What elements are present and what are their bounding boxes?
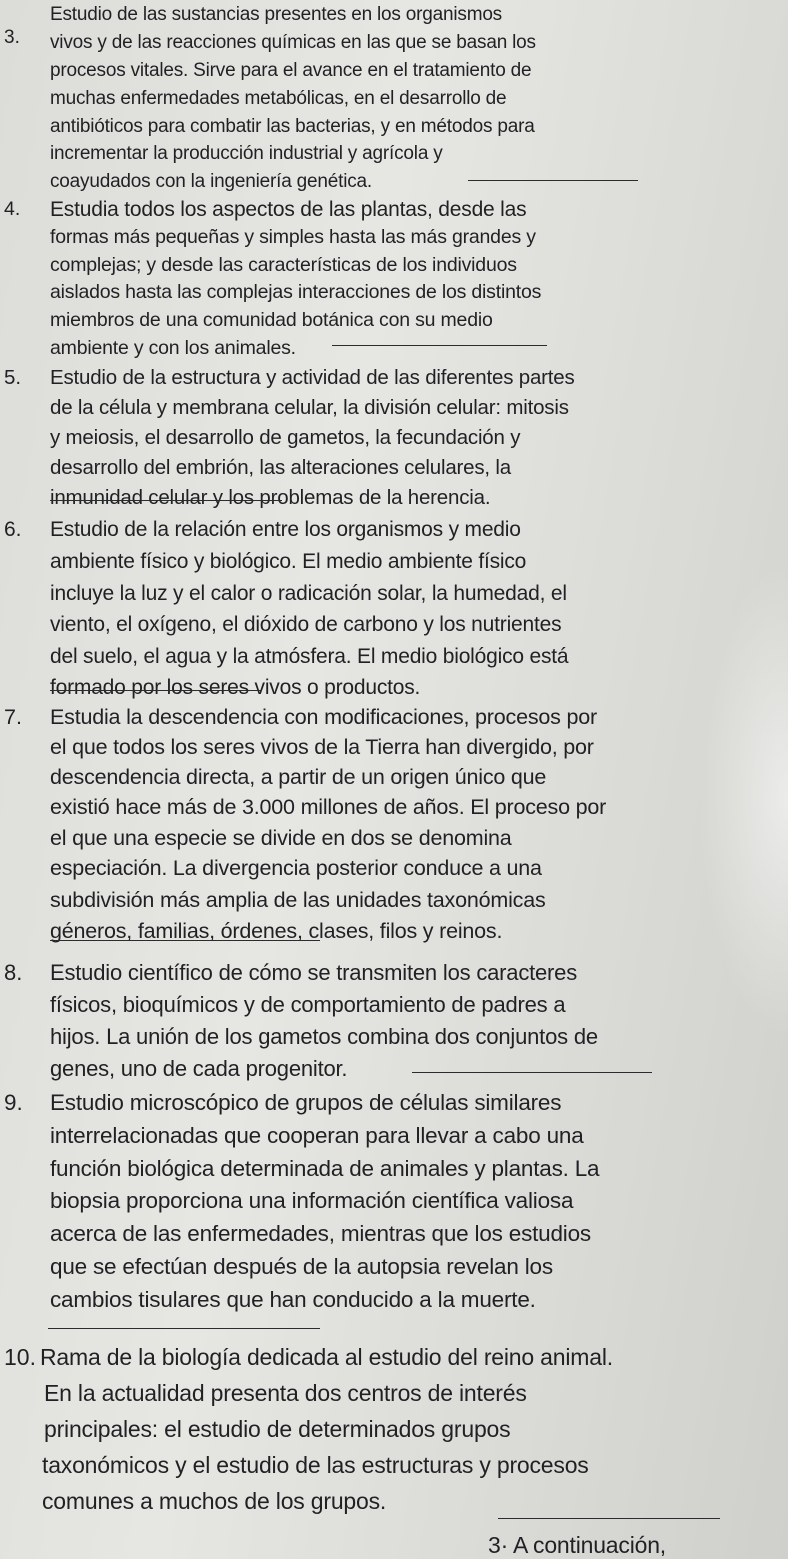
paper-highlight <box>698 560 788 1040</box>
question-text-line: físicos, bioquímicos y de comportamiento de padres a <box>50 992 566 1017</box>
question-text-line: y meiosis, el desarrollo de gametos, la fecundación y <box>50 426 521 449</box>
question-text-line: antibióticos para combatir las bacterias, y en métodos para <box>50 116 535 137</box>
question-text-line: complejas; y desde las características de los individuos <box>50 254 517 276</box>
question-text-line: Estudia la descendencia con modificaciones, procesos por <box>50 705 597 729</box>
question-text-line: el que todos los seres vivos de la Tierra han divergido, por <box>50 735 594 759</box>
question-text-line: función biológica determinada de animales y plantas. La <box>50 1156 600 1181</box>
question-text-line: que se efectúan después de la autopsia revelan los <box>50 1254 553 1279</box>
question-text-line: Estudio microscópico de grupos de células similares <box>50 1090 562 1115</box>
question-number: 10. <box>4 1344 36 1370</box>
question-text-line: desarrollo del embrión, las alteraciones celulares, la <box>50 456 511 479</box>
question-text-line: viento, el oxígeno, el dióxido de carbono y los nutrientes <box>50 613 562 636</box>
question-text-line: taxonómicos y el estudio de las estructuras y procesos <box>42 1452 589 1478</box>
question-number: 6. <box>4 518 22 541</box>
question-text-line: descendencia directa, a partir de un origen único que <box>50 765 547 789</box>
answer-blank[interactable] <box>48 1328 320 1329</box>
answer-blank[interactable] <box>50 940 320 941</box>
question-number: 4. <box>4 198 21 220</box>
question-text-line: ambiente y con los animales. <box>50 337 296 359</box>
answer-blank[interactable] <box>468 180 638 181</box>
question-text-line: procesos vitales. Sirve para el avance en el tratamiento de <box>50 60 532 81</box>
question-text-line: géneros, familias, órdenes, clases, filos y reinos. <box>50 919 503 943</box>
question-number: 3. <box>4 27 20 48</box>
question-text-line: de la célula y membrana celular, la división celular: mitosis <box>50 396 569 419</box>
question-text-line: Estudio de las sustancias presentes en los organismos <box>50 4 502 25</box>
answer-blank[interactable] <box>50 500 282 501</box>
answer-blank[interactable] <box>412 1072 652 1073</box>
question-text-line: Estudio de la estructura y actividad de las diferentes partes <box>50 366 575 389</box>
question-text-line: biopsia proporciona una información científica valiosa <box>50 1188 574 1213</box>
question-text-line: interrelacionadas que cooperan para llevar a cabo una <box>50 1123 584 1148</box>
question-text-line: Estudio de la relación entre los organismos y medio <box>50 518 521 541</box>
next-section-heading: 3· A continuación, <box>488 1532 666 1558</box>
question-text-line: principales: el estudio de determinados grupos <box>44 1416 511 1442</box>
question-number: 8. <box>4 960 23 985</box>
question-text-line: hijos. La unión de los gametos combina dos conjuntos de <box>50 1024 598 1049</box>
question-text-line: incrementar la producción industrial y agrícola y <box>50 143 443 164</box>
question-text-line: subdivisión más amplia de las unidades taxonómicas <box>50 888 546 912</box>
question-text-line: Estudio científico de cómo se transmiten los caracteres <box>50 960 578 985</box>
question-text-line: acerca de las enfermedades, mientras que los estudios <box>50 1221 591 1246</box>
question-number: 5. <box>4 366 22 389</box>
question-text-line: aislados hasta las complejas interacciones de los distintos <box>50 281 542 303</box>
question-text-line: Rama de la biología dedicada al estudio del reino animal. <box>40 1344 613 1370</box>
question-text-line: Estudia todos los aspectos de las plantas, desde las <box>50 198 527 221</box>
question-text-line: vivos y de las reacciones químicas en las que se basan los <box>50 32 536 53</box>
question-text-line: muchas enfermedades metabólicas, en el desarrollo de <box>50 88 507 109</box>
question-text-line: formas más pequeñas y simples hasta las más grandes y <box>50 226 536 248</box>
answer-blank[interactable] <box>498 1518 720 1519</box>
question-text-line: el que una especie se divide en dos se denomina <box>50 826 512 850</box>
answer-blank[interactable] <box>332 345 547 346</box>
question-text-line: especiación. La divergencia posterior conduce a una <box>50 856 542 880</box>
question-text-line: ambiente físico y biológico. El medio ambiente físico <box>50 550 527 573</box>
question-number: 9. <box>4 1090 23 1115</box>
question-text-line: existió hace más de 3.000 millones de años. El proceso por <box>50 795 607 819</box>
question-text-line: inmunidad celular y los problemas de la herencia. <box>50 486 491 509</box>
question-text-line: incluye la luz y el calor o radicación solar, la humedad, el <box>50 582 567 605</box>
question-text-line: coayudados con la ingeniería genética. <box>50 171 372 192</box>
question-text-line: formado por los seres vivos o productos. <box>50 676 421 699</box>
answer-blank[interactable] <box>50 690 262 691</box>
question-text-line: miembros de una comunidad botánica con su medio <box>50 309 493 331</box>
question-text-line: genes, uno de cada progenitor. <box>50 1056 348 1081</box>
question-text-line: cambios tisulares que han conducido a la muerte. <box>50 1287 536 1312</box>
question-text-line: comunes a muchos de los grupos. <box>42 1488 387 1514</box>
question-text-line: En la actualidad presenta dos centros de interés <box>44 1380 527 1406</box>
question-number: 7. <box>4 705 22 729</box>
question-text-line: del suelo, el agua y la atmósfera. El medio biológico está <box>50 645 569 668</box>
